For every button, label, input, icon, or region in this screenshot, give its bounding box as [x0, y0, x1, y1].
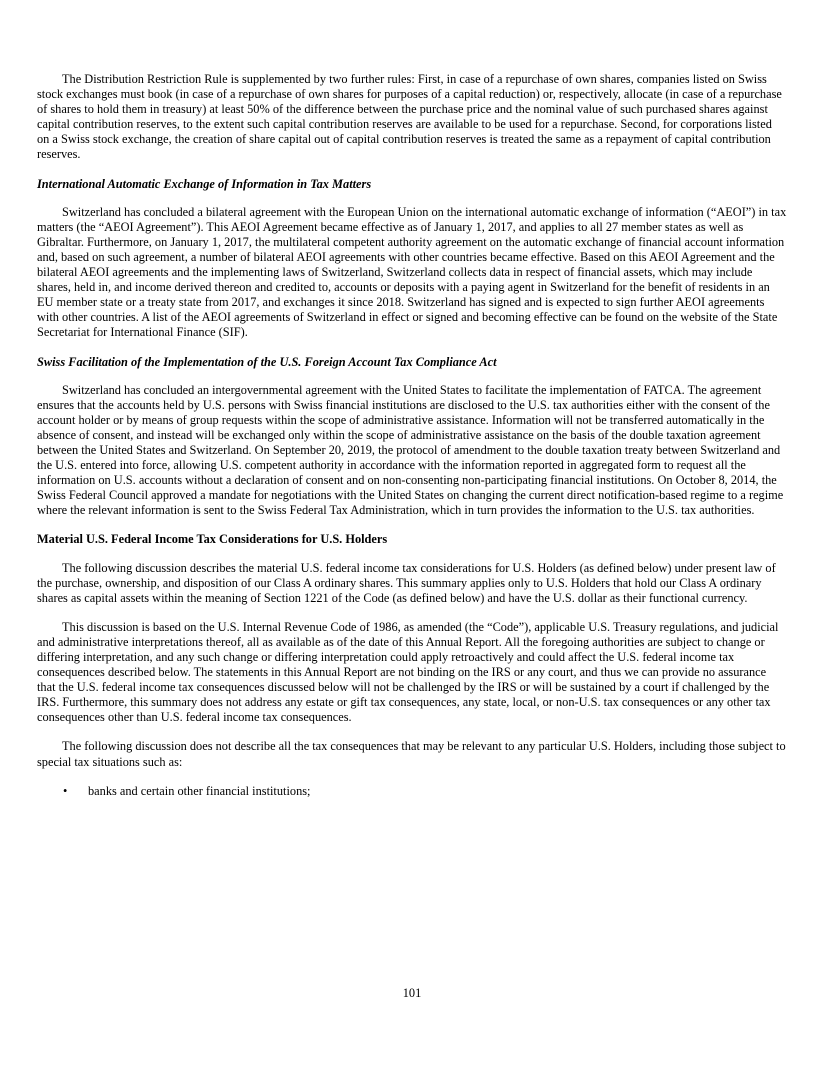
- document-page: [37, 72, 787, 799]
- bullet-icon: •: [63, 783, 68, 798]
- paragraph-us-tax-intro: The following discussion describes the material U.S. federal income tax considerations for U.S. Holders (as defined below) under present law of the purchase, ownership, and disposition of our Class A ordinary shares. This summary applies only to U.S. Holders that hold our Class A ordinary shares as capital assets within the meaning of Section 1221 of the Code (as defined below) and have the U.S. dollar as their functional currency.: [37, 560, 776, 605]
- paragraph-special-situations: The following discussion does not describe all the tax consequences that may be relevant to any particular U.S. Holders, including those subject to special tax situations such as:: [37, 739, 786, 769]
- list-item: [37, 784, 787, 799]
- heading-fatca: Swiss Facilitation of the Implementation of the U.S. Foreign Account Tax Compliance Act: [37, 354, 497, 369]
- paragraph-distribution-restriction: The Distribution Restriction Rule is supplemented by two further rules: First, in case of a repurchase of own shares, companies listed on Swiss stock exchanges must book (in case of a repurchase of own shares for purposes of a capital reduction) or, respectively, allocate (in case of a repurchase of shares to hold them in treasury) at least 50% of the difference between the purchase price and the nominal value of such purchased shares against capital contribution reserves, to the extent such capital contribution reserves are available to be used for a repurchase. Second, for corporations listed on a Swiss stock exchange, the creation of share capital out of capital contribution reserves is treated the same as a repayment of capital contribution reserves.: [37, 72, 782, 162]
- paragraph-code-basis: This discussion is based on the U.S. Internal Revenue Code of 1986, as amended (the “Code”), applicable U.S. Treasury regulations, and judicial and administrative interpretations thereof, all as available as of the date of this Annual Report. All the foregoing authorities are subject to change or differing interpretation, and any such change or differing interpretation could apply retroactively and could affect the U.S. federal income tax consequences described below. The statements in this Annual Report are not binding on the IRS or any court, and thus we can provide no assurance that the U.S. federal income tax consequences discussed below will not be challenged by the IRS or will be sustained by a court if challenged by the IRS. Furthermore, this summary does not address any estate or gift tax consequences, any state, local, or non-U.S. tax consequences or any other tax consequences other than U.S. federal income tax consequences.: [37, 619, 779, 725]
- special-situations-list: [37, 784, 787, 799]
- paragraph-aeoi: Switzerland has concluded a bilateral agreement with the European Union on the international automatic exchange of information (“AEOI”) in tax matters (the “AEOI Agreement”). This AEOI Agreement became effective as of January 1, 2017, and applies to all 27 member states as well as Gibraltar. Furthermore, on January 1, 2017, the multilateral competent authority agreement on the automatic exchange of financial account information and, based on such agreement, a number of bilateral AEOI agreements with other countries became effective. Based on this AEOI Agreement and the bilateral AEOI agreements and the implementing laws of Switzerland, Switzerland collects data in respect of financial assets, which may include shares, held in, and income derived thereon and credited to, accounts or deposits with a paying agent in Switzerland for the benefit of residents in an EU member state or a treaty state from 2017, and exchanges it since 2018. Switzerland has signed and is expected to sign further AEOI agreements with other countries. A list of the AEOI agreements of Switzerland in effect or signed and becoming effective can be found on the website of the State Secretariat for International Finance (SIF).: [37, 204, 787, 340]
- page-number: 101: [402, 986, 422, 1000]
- heading-aeoi: International Automatic Exchange of Information in Tax Matters: [37, 176, 372, 191]
- paragraph-fatca: Switzerland has concluded an intergovernmental agreement with the United States to facilitate the implementation of FATCA. The agreement ensures that the accounts held by U.S. persons with Swiss financial institutions are disclosed to the U.S. tax authorities either with the consent of the account holder or by means of group requests within the scope of administrative assistance. Information will not be transferred automatically in the absence of consent, and instead will be exchanged only within the scope of administrative assistance on the basis of the double taxation agreement between the United States and Switzerland. On September 20, 2019, the protocol of amendment to the double taxation treaty between Switzerland and the U.S. entered into force, allowing U.S. competent authority in accordance with the information reported in aggregated form to request all the information on U.S. accounts without a declaration of consent and on non-consenting non-participating financial institutions. On October 8, 2014, the Swiss Federal Council approved a mandate for negotiations with the United States on changing the current direct notification-based regime to a regime where the relevant information is sent to the Swiss Federal Tax Administration, which in turn provides the information to the U.S. tax authorities.: [37, 382, 784, 518]
- list-item-text: banks and certain other financial institutions;: [88, 783, 311, 798]
- heading-us-tax: Material U.S. Federal Income Tax Considerations for U.S. Holders: [37, 532, 388, 547]
